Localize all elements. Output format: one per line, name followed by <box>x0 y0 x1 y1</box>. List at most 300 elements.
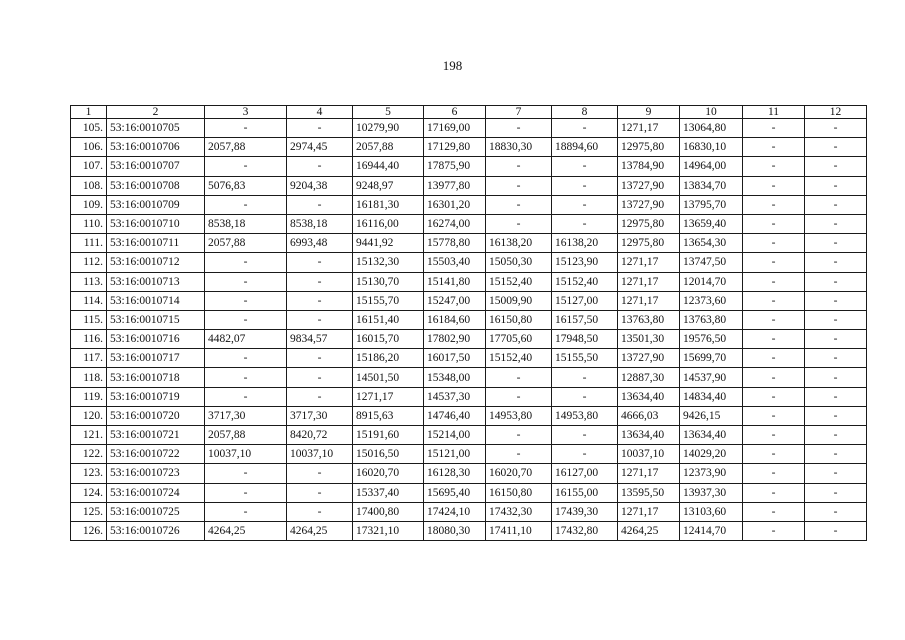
table-cell: 15155,50 <box>552 349 618 368</box>
table-cell: 16301,20 <box>424 195 486 214</box>
table-cell: 15503,40 <box>424 253 486 272</box>
table-cell: - <box>743 157 805 176</box>
table-row <box>71 119 867 138</box>
table-cell: - <box>486 426 552 445</box>
table-cell: 12975,80 <box>618 214 680 233</box>
table-cell: - <box>743 272 805 291</box>
table-cell: - <box>743 426 805 445</box>
table-cell: 6993,48 <box>287 234 353 253</box>
table-cell: 14746,40 <box>424 406 486 425</box>
table-cell: - <box>205 195 287 214</box>
table-row <box>71 330 867 349</box>
table-cell: - <box>205 483 287 502</box>
table-cell: 9426,15 <box>680 406 743 425</box>
table-cell: 13595,50 <box>618 483 680 502</box>
table-cell: - <box>743 234 805 253</box>
table-cell: - <box>805 119 867 138</box>
table-cell: 19576,50 <box>680 330 743 349</box>
table-cell: 124. <box>71 483 107 502</box>
table-cell: 15123,90 <box>552 253 618 272</box>
table-cell: 15009,90 <box>486 291 552 310</box>
column-header-8: 8 <box>552 106 618 119</box>
table-cell: 2057,88 <box>353 138 424 157</box>
table-cell: 4264,25 <box>287 521 353 540</box>
table-cell: 15191,60 <box>353 426 424 445</box>
table-cell: 13634,40 <box>618 426 680 445</box>
table-cell: 53:16:0010710 <box>107 214 205 233</box>
table-cell: 12975,80 <box>618 234 680 253</box>
table-row <box>71 157 867 176</box>
page-number: 198 <box>442 58 463 73</box>
table-cell: 110. <box>71 214 107 233</box>
table-cell: 12373,60 <box>680 291 743 310</box>
table-cell: - <box>552 157 618 176</box>
table-cell: 2057,88 <box>205 426 287 445</box>
table-cell: - <box>743 406 805 425</box>
data-table <box>70 105 867 541</box>
table-cell: - <box>552 387 618 406</box>
table-cell: - <box>743 349 805 368</box>
table-cell: 121. <box>71 426 107 445</box>
table-cell: - <box>743 387 805 406</box>
table-cell: 9248,97 <box>353 176 424 195</box>
table-row <box>71 483 867 502</box>
table-cell: - <box>205 291 287 310</box>
table-cell: 1271,17 <box>618 502 680 521</box>
table-cell: 13634,40 <box>680 426 743 445</box>
column-header-4: 4 <box>287 106 353 119</box>
table-cell: 53:16:0010713 <box>107 272 205 291</box>
table-cell: 18894,60 <box>552 138 618 157</box>
table-cell: - <box>486 368 552 387</box>
column-header-2: 2 <box>107 106 205 119</box>
table-cell: 53:16:0010711 <box>107 234 205 253</box>
table-row <box>71 521 867 540</box>
table-cell: 15186,20 <box>353 349 424 368</box>
table-cell: 111. <box>71 234 107 253</box>
table-body <box>71 106 867 541</box>
table-cell: - <box>486 195 552 214</box>
table-cell: 13654,30 <box>680 234 743 253</box>
column-header-3: 3 <box>205 106 287 119</box>
table-cell: 13064,80 <box>680 119 743 138</box>
table-cell: - <box>287 157 353 176</box>
table-cell: 17424,10 <box>424 502 486 521</box>
table-cell: 13727,90 <box>618 349 680 368</box>
table-cell: 12414,70 <box>680 521 743 540</box>
table-cell: - <box>805 195 867 214</box>
table-cell: 13103,60 <box>680 502 743 521</box>
table-cell: 1271,17 <box>618 253 680 272</box>
table-row <box>71 349 867 368</box>
table-cell: 109. <box>71 195 107 214</box>
table-cell: - <box>805 502 867 521</box>
table-cell: 16150,80 <box>486 310 552 329</box>
table-row <box>71 214 867 233</box>
table-cell: 106. <box>71 138 107 157</box>
table-cell: 3717,30 <box>205 406 287 425</box>
table-row <box>71 291 867 310</box>
table-cell: - <box>743 330 805 349</box>
table-cell: 53:16:0010721 <box>107 426 205 445</box>
table-cell: 12887,30 <box>618 368 680 387</box>
table-cell: 2057,88 <box>205 234 287 253</box>
table-cell: 123. <box>71 464 107 483</box>
table-cell: 15152,40 <box>486 349 552 368</box>
table-cell: - <box>486 119 552 138</box>
table-cell: 16015,70 <box>353 330 424 349</box>
table-cell: - <box>552 195 618 214</box>
table-cell: 12014,70 <box>680 272 743 291</box>
table-cell: 9441,92 <box>353 234 424 253</box>
table-cell: 17948,50 <box>552 330 618 349</box>
table-cell: 1271,17 <box>618 291 680 310</box>
table-cell: 13727,90 <box>618 195 680 214</box>
table-cell: 53:16:0010709 <box>107 195 205 214</box>
table-cell: 53:16:0010718 <box>107 368 205 387</box>
table-cell: - <box>287 464 353 483</box>
table-cell: 17169,00 <box>424 119 486 138</box>
table-cell: 53:16:0010714 <box>107 291 205 310</box>
table-cell: 15214,00 <box>424 426 486 445</box>
table-cell: - <box>287 502 353 521</box>
table-cell: 16020,70 <box>353 464 424 483</box>
table-cell: - <box>743 310 805 329</box>
table-cell: 4264,25 <box>205 521 287 540</box>
table-cell: - <box>205 502 287 521</box>
table-cell: 13763,80 <box>618 310 680 329</box>
column-header-9: 9 <box>618 106 680 119</box>
table-cell: - <box>205 464 287 483</box>
table-cell: 17875,90 <box>424 157 486 176</box>
table-cell: 14029,20 <box>680 445 743 464</box>
table-cell: 53:16:0010724 <box>107 483 205 502</box>
table-cell: 13727,90 <box>618 176 680 195</box>
table-cell: 9834,57 <box>287 330 353 349</box>
table-cell: 53:16:0010723 <box>107 464 205 483</box>
table-cell: 1271,17 <box>618 464 680 483</box>
column-header-1: 1 <box>71 106 107 119</box>
table-cell: - <box>743 214 805 233</box>
table-row <box>71 445 867 464</box>
table-cell: - <box>805 406 867 425</box>
table-cell: 13795,70 <box>680 195 743 214</box>
table-cell: 53:16:0010715 <box>107 310 205 329</box>
table-row <box>71 310 867 329</box>
column-header-7: 7 <box>486 106 552 119</box>
table-cell: 53:16:0010719 <box>107 387 205 406</box>
table-cell: 53:16:0010725 <box>107 502 205 521</box>
table-cell: 2057,88 <box>205 138 287 157</box>
table-cell: - <box>805 310 867 329</box>
table-cell: 126. <box>71 521 107 540</box>
table-cell: 17439,30 <box>552 502 618 521</box>
table-cell: - <box>805 214 867 233</box>
table-row <box>71 464 867 483</box>
table-cell: 10037,10 <box>618 445 680 464</box>
table-cell: 16128,30 <box>424 464 486 483</box>
table-cell: - <box>805 368 867 387</box>
table-cell: 53:16:0010720 <box>107 406 205 425</box>
table-cell: 16274,00 <box>424 214 486 233</box>
table-cell: 4482,07 <box>205 330 287 349</box>
table-cell: 116. <box>71 330 107 349</box>
table-cell: 117. <box>71 349 107 368</box>
table-cell: - <box>552 426 618 445</box>
table-cell: - <box>805 234 867 253</box>
table-cell: 118. <box>71 368 107 387</box>
table-cell: 53:16:0010722 <box>107 445 205 464</box>
table-cell: 16944,40 <box>353 157 424 176</box>
table-cell: - <box>805 138 867 157</box>
table-cell: - <box>743 445 805 464</box>
table-row <box>71 176 867 195</box>
table-cell: 15699,70 <box>680 349 743 368</box>
table-cell: 53:16:0010707 <box>107 157 205 176</box>
table-cell: - <box>287 119 353 138</box>
table-cell: 13834,70 <box>680 176 743 195</box>
table-row <box>71 138 867 157</box>
table-row <box>71 502 867 521</box>
table-cell: 16151,40 <box>353 310 424 329</box>
table-cell: - <box>805 426 867 445</box>
table-cell: 16138,20 <box>486 234 552 253</box>
table-cell: 14537,30 <box>424 387 486 406</box>
table-cell: - <box>552 176 618 195</box>
table-cell: 15348,00 <box>424 368 486 387</box>
table-cell: 14953,80 <box>486 406 552 425</box>
table-cell: - <box>805 521 867 540</box>
table-cell: 13634,40 <box>618 387 680 406</box>
table-cell: 14834,40 <box>680 387 743 406</box>
table-cell: - <box>743 483 805 502</box>
table-cell: 14964,00 <box>680 157 743 176</box>
table-cell: - <box>805 464 867 483</box>
table-cell: 13937,30 <box>680 483 743 502</box>
table-cell: 15152,40 <box>552 272 618 291</box>
table-cell: - <box>287 349 353 368</box>
column-header-5: 5 <box>353 106 424 119</box>
table-cell: - <box>805 483 867 502</box>
table-cell: 4666,03 <box>618 406 680 425</box>
table-cell: - <box>552 119 618 138</box>
table-cell: 13763,80 <box>680 310 743 329</box>
table-cell: 53:16:0010712 <box>107 253 205 272</box>
table-cell: - <box>743 195 805 214</box>
table-cell: 53:16:0010726 <box>107 521 205 540</box>
table-cell: - <box>743 368 805 387</box>
table-cell: 12975,80 <box>618 138 680 157</box>
table-cell: - <box>743 521 805 540</box>
table-cell: - <box>287 272 353 291</box>
table-cell: 115. <box>71 310 107 329</box>
table-cell: - <box>805 272 867 291</box>
table-cell: 10037,10 <box>205 445 287 464</box>
table-cell: 17802,90 <box>424 330 486 349</box>
table-cell: - <box>486 214 552 233</box>
table-cell: 10279,90 <box>353 119 424 138</box>
table-cell: 16017,50 <box>424 349 486 368</box>
table-cell: - <box>805 387 867 406</box>
table-cell: 112. <box>71 253 107 272</box>
table-cell: 8538,18 <box>287 214 353 233</box>
table-cell: 16184,60 <box>424 310 486 329</box>
table-cell: - <box>287 253 353 272</box>
table-cell: 119. <box>71 387 107 406</box>
table-cell: - <box>205 272 287 291</box>
table-cell: 9204,38 <box>287 176 353 195</box>
table-cell: - <box>552 445 618 464</box>
table-cell: 16020,70 <box>486 464 552 483</box>
table-cell: 16181,30 <box>353 195 424 214</box>
table-cell: 15155,70 <box>353 291 424 310</box>
table-cell: 13784,90 <box>618 157 680 176</box>
table-cell: 15337,40 <box>353 483 424 502</box>
table-cell: - <box>805 330 867 349</box>
table-cell: 14501,50 <box>353 368 424 387</box>
table-cell: 17705,60 <box>486 330 552 349</box>
table-cell: 2974,45 <box>287 138 353 157</box>
column-header-11: 11 <box>743 106 805 119</box>
table-row <box>71 272 867 291</box>
table-cell: - <box>743 138 805 157</box>
table-cell: 3717,30 <box>287 406 353 425</box>
table-cell: 1271,17 <box>618 272 680 291</box>
table-cell: 17411,10 <box>486 521 552 540</box>
table-cell: - <box>486 445 552 464</box>
table-cell: 17129,80 <box>424 138 486 157</box>
table-cell: 10037,10 <box>287 445 353 464</box>
table-cell: 53:16:0010706 <box>107 138 205 157</box>
table-cell: - <box>205 387 287 406</box>
table-cell: 15121,00 <box>424 445 486 464</box>
table-cell: - <box>287 310 353 329</box>
table-cell: - <box>287 368 353 387</box>
table-cell: - <box>205 310 287 329</box>
table-cell: 120. <box>71 406 107 425</box>
table-cell: 105. <box>71 119 107 138</box>
table-cell: - <box>205 119 287 138</box>
table-cell: 1271,17 <box>353 387 424 406</box>
table-cell: - <box>805 253 867 272</box>
table-cell: 122. <box>71 445 107 464</box>
table-cell: 108. <box>71 176 107 195</box>
table-cell: 53:16:0010708 <box>107 176 205 195</box>
table-cell: 17432,80 <box>552 521 618 540</box>
table-cell: - <box>805 291 867 310</box>
table-cell: 13501,30 <box>618 330 680 349</box>
table-cell: - <box>287 291 353 310</box>
table-cell: 15695,40 <box>424 483 486 502</box>
table-row <box>71 234 867 253</box>
column-header-6: 6 <box>424 106 486 119</box>
table-cell: - <box>743 119 805 138</box>
table-cell: 15778,80 <box>424 234 486 253</box>
table-cell: - <box>805 349 867 368</box>
table-cell: - <box>743 464 805 483</box>
table-cell: - <box>805 445 867 464</box>
table-cell: - <box>552 214 618 233</box>
table-row <box>71 253 867 272</box>
table-row <box>71 387 867 406</box>
table-cell: - <box>205 253 287 272</box>
table-cell: - <box>287 387 353 406</box>
table-cell: - <box>805 176 867 195</box>
table-cell: 15127,00 <box>552 291 618 310</box>
table-cell: 53:16:0010717 <box>107 349 205 368</box>
table-cell: - <box>205 368 287 387</box>
table-cell: - <box>743 253 805 272</box>
table-row <box>71 426 867 445</box>
table-cell: 8538,18 <box>205 214 287 233</box>
table-cell: - <box>805 157 867 176</box>
table-cell: 12373,90 <box>680 464 743 483</box>
table-cell: 53:16:0010716 <box>107 330 205 349</box>
table-cell: 17321,10 <box>353 521 424 540</box>
table-cell: 15016,50 <box>353 445 424 464</box>
table-cell: 15141,80 <box>424 272 486 291</box>
table-cell: 16150,80 <box>486 483 552 502</box>
table-cell: - <box>486 176 552 195</box>
table-cell: 125. <box>71 502 107 521</box>
table-cell: 16155,00 <box>552 483 618 502</box>
table-cell: 14537,90 <box>680 368 743 387</box>
table-cell: - <box>486 157 552 176</box>
table-cell: 17432,30 <box>486 502 552 521</box>
table-cell: 15132,30 <box>353 253 424 272</box>
table-cell: 16138,20 <box>552 234 618 253</box>
table-cell: - <box>287 195 353 214</box>
table-cell: 4264,25 <box>618 521 680 540</box>
table-cell: 53:16:0010705 <box>107 119 205 138</box>
table-cell: - <box>552 368 618 387</box>
table-cell: 16116,00 <box>353 214 424 233</box>
table-cell: 14953,80 <box>552 406 618 425</box>
table-cell: 8915,63 <box>353 406 424 425</box>
table-cell: 13747,50 <box>680 253 743 272</box>
table-cell: 16157,50 <box>552 310 618 329</box>
table-row <box>71 195 867 214</box>
column-header-10: 10 <box>680 106 743 119</box>
table-cell: 15050,30 <box>486 253 552 272</box>
table-cell: 113. <box>71 272 107 291</box>
table-cell: - <box>486 387 552 406</box>
table-cell: 13977,80 <box>424 176 486 195</box>
column-header-12: 12 <box>805 106 867 119</box>
table-cell: 18080,30 <box>424 521 486 540</box>
table-row <box>71 406 867 425</box>
table-cell: 16127,00 <box>552 464 618 483</box>
table-cell: - <box>743 176 805 195</box>
header-row <box>71 106 867 119</box>
table-cell: - <box>743 502 805 521</box>
table-cell: 13659,40 <box>680 214 743 233</box>
table-cell: - <box>205 157 287 176</box>
table-row <box>71 368 867 387</box>
table-cell: 15247,00 <box>424 291 486 310</box>
table-cell: 107. <box>71 157 107 176</box>
table-cell: 8420,72 <box>287 426 353 445</box>
table-cell: - <box>287 483 353 502</box>
table-cell: 5076,83 <box>205 176 287 195</box>
table-cell: 18830,30 <box>486 138 552 157</box>
table-cell: 114. <box>71 291 107 310</box>
table-cell: 15152,40 <box>486 272 552 291</box>
table-cell: 1271,17 <box>618 119 680 138</box>
table-cell: - <box>205 349 287 368</box>
table-cell: 17400,80 <box>353 502 424 521</box>
table-cell: 15130,70 <box>353 272 424 291</box>
